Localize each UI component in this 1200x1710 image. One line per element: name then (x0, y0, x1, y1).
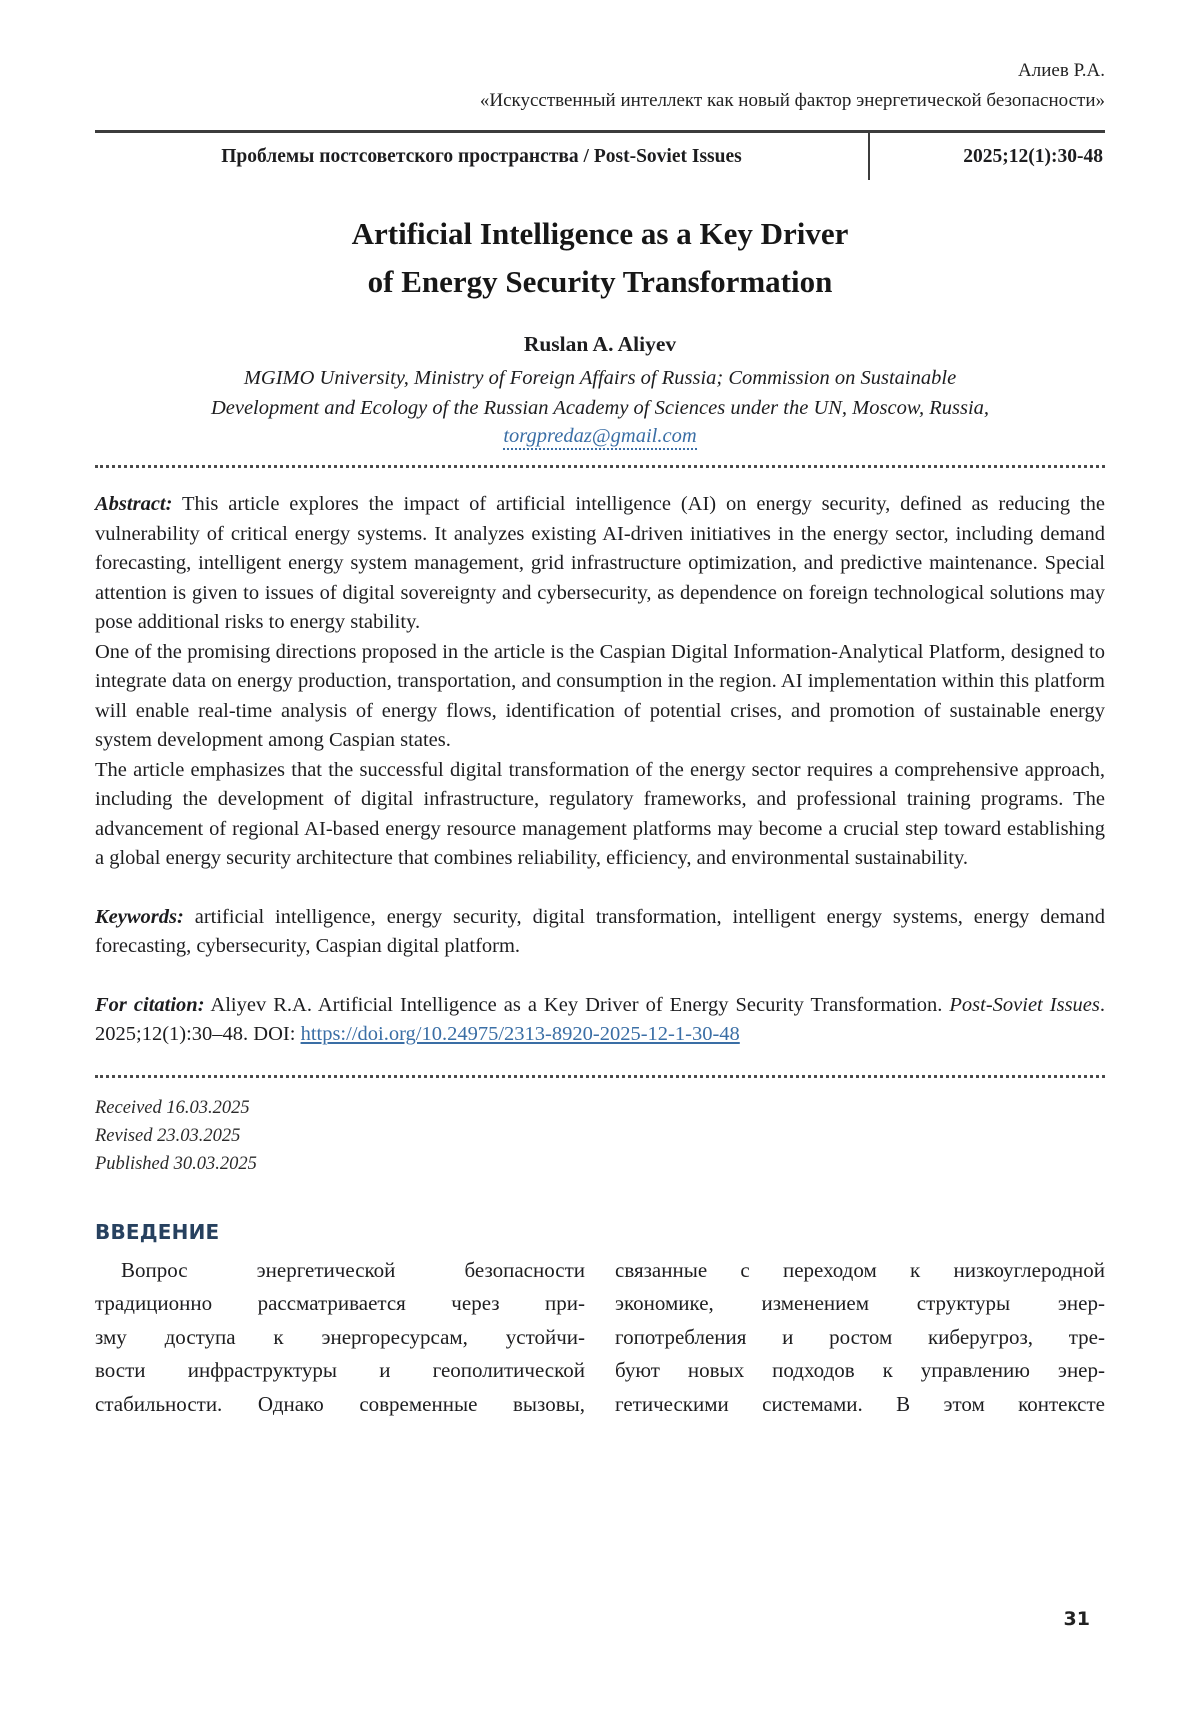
citation-text-before: Aliyev R.A. Artificial Intelligence as a Key Driver of Energy Security Transformation. (210, 993, 950, 1016)
page-number: 31 (1063, 1608, 1090, 1630)
abstract-label: Abstract: (95, 493, 173, 515)
citation-journal-italic: Post-Soviet Issues (949, 993, 1100, 1016)
author-affiliation (95, 363, 1105, 423)
affiliation-line1: MGIMO University, Ministry of Foreign Affairs of Russia; Commission on Sustainable (243, 367, 957, 389)
running-head-author: Алиев Р.А. (1018, 60, 1105, 81)
dotted-separator-bottom (95, 1075, 1105, 1078)
journal-bar (95, 130, 1105, 180)
author-email-link[interactable]: torgpredaz@gmail.com (503, 425, 696, 450)
keywords-paragraph (95, 903, 1105, 962)
journal-name: Проблемы постсоветского пространства / Post-Soviet Issues (221, 146, 742, 167)
keywords-section (95, 903, 1105, 962)
intro-left-line: Вопрос энергетической безопасности (121, 1257, 585, 1282)
date-published: Published 30.03.2025 (95, 1153, 257, 1174)
intro-right-line: связанные с переходом к низкоуглеродной (615, 1257, 1105, 1282)
abstract-text-1: This article explores the impact of artificial intelligence (AI) on energy security, defined as reducing the vulnerability of critical energy systems. It analyzes existing AI-driven initiatives in the energy sector, including demand forecasting, intelligent energy system management, grid infrastructure optimization, and predictive maintenance. Special attention is given to issues of digital sovereignty and cybersecurity, as dependence on foreign technological solutions may pose additional risks to energy stability. (95, 493, 1105, 633)
introduction-heading: ВВЕДЕНИЕ (95, 1219, 220, 1244)
journal-issue: 2025;12(1):30-48 (868, 133, 1105, 180)
dates-block (95, 1094, 1105, 1178)
citation-label: For citation: (95, 993, 205, 1016)
author-name: Ruslan A. Aliyev (523, 332, 677, 356)
introduction-column-right (615, 1254, 1105, 1422)
intro-right-line: экономике, изменением структуры энер- (615, 1291, 1105, 1315)
article-title-line1: Artificial Intelligence as a Key Driver (351, 216, 849, 251)
introduction-column-left (95, 1254, 585, 1422)
introduction-columns (95, 1254, 1105, 1422)
abstract-paragraph-2: One of the promising directions proposed in the article is the Caspian Digital Information-Analytical Platform, designed to integrate data on energy production, transportation, and consumption in the region. AI implementation within this platform will enable real-time analysis of energy flows, identification of potential crises, and promotion of sustainable energy system development among Caspian states. (95, 640, 1105, 751)
email-line (95, 425, 1105, 448)
citation-text-after: . 2025;12(1):30–48. DOI: (95, 993, 1105, 1045)
running-head (95, 56, 1105, 116)
intro-left-line: традиционно рассматривается через при- (95, 1291, 585, 1315)
citation-paragraph (95, 991, 1105, 1050)
article-title-line2: of Energy Security Transformation (367, 264, 833, 299)
abstract-paragraph-1 (95, 490, 1105, 638)
abstract-paragraph-3: The article emphasizes that the successful digital transformation of the energy sector requires a comprehensive approach, including the development of digital infrastructure, regulatory frameworks, and professional training programs. The advancement of regional AI-based energy resource management platforms may become a crucial step toward establishing a global energy security architecture that combines reliability, efficiency, and environmental sustainability. (95, 758, 1105, 869)
intro-right-line: буют новых подходов к управлению энер- (615, 1358, 1105, 1382)
intro-right-line: гетическими системами. В этом контексте (615, 1391, 1105, 1416)
date-revised: Revised 23.03.2025 (95, 1125, 241, 1146)
citation-section (95, 991, 1105, 1050)
doi-link[interactable]: https://doi.org/10.24975/2313-8920-2025-12-1-30-48 (300, 1023, 740, 1045)
affiliation-line2: Development and Ecology of the Russian Academy of Sciences under the UN, Moscow, Russia, (210, 397, 990, 419)
date-received: Received 16.03.2025 (95, 1097, 250, 1118)
intro-left-line: вости инфраструктуры и геополитической (95, 1358, 585, 1382)
keywords-label: Keywords: (95, 905, 184, 928)
intro-left-line: стабильности. Однако современные вызовы, (95, 1391, 585, 1416)
intro-right-line: гопотребления и ростом киберугроз, тре- (615, 1324, 1105, 1349)
dotted-separator-top (95, 465, 1105, 468)
article-title (95, 210, 1105, 306)
running-head-article-title: «Искусственный интеллект как новый фактор энергетической безопасности» (479, 90, 1105, 111)
keywords-text: artificial intelligence, energy security, digital transformation, intelligent energy systems, energy demand forecasting, cybersecurity, Caspian digital platform. (95, 905, 1106, 957)
abstract-section (95, 490, 1105, 874)
intro-left-line: зму доступа к энергоресурсам, устойчи- (95, 1324, 585, 1349)
